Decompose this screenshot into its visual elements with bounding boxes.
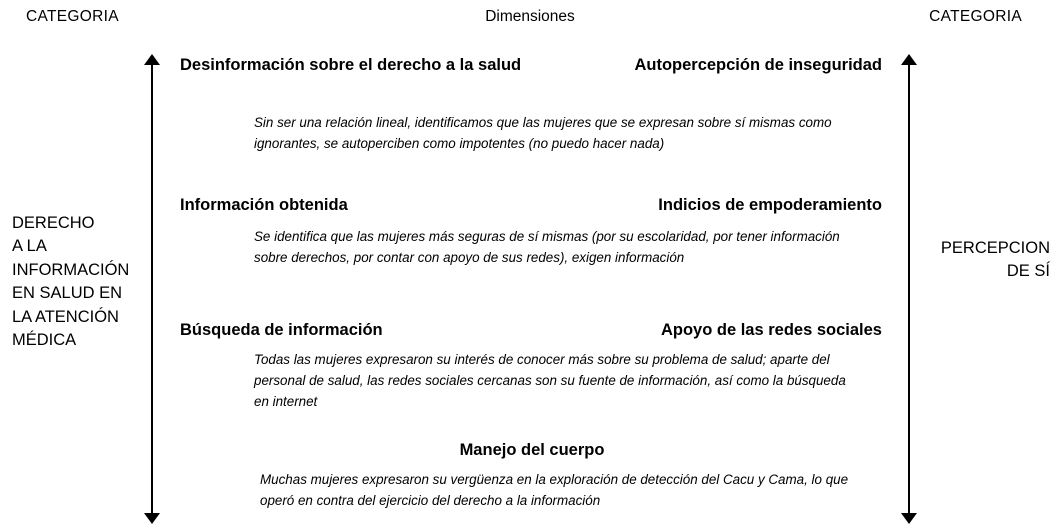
dimension-note: Todas las mujeres expresaron su interés de conocer más sobre su problema de salud; aparte del personal de salud, las redes sociales cercanas son su fuente de información, así como la búsqueda en internet	[254, 352, 846, 410]
right-vertical-double-arrow	[901, 54, 917, 524]
dimension-row-labels	[172, 196, 892, 222]
left-category-line: LA ATENCIÓN	[12, 307, 119, 326]
header-dimensions-label: Dimensiones	[485, 8, 575, 25]
dimension-row-labels	[172, 321, 892, 347]
dimension-center-label: Manejo del cuerpo	[459, 441, 605, 459]
dimension-right-label: Apoyo de las redes sociales	[660, 321, 882, 339]
header-left-category-label: CATEGORIA	[26, 8, 119, 25]
dimension-left-label: Desinformación sobre el derecho a la salud	[180, 56, 522, 74]
left-category-text	[12, 212, 152, 353]
dimension-right-label: Autopercepción de inseguridad	[634, 56, 882, 74]
dimension-row	[172, 196, 892, 266]
arrow-shaft	[908, 62, 910, 516]
arrow-head-down-icon	[144, 513, 160, 524]
dimension-row-labels	[172, 441, 892, 467]
dimension-note: Se identifica que las mujeres más seguras de sí mismas (por su escolaridad, por tener información sobre derechos, por contar con apoyo de sus redes), exigen información	[254, 229, 840, 266]
left-category-line: MÉDICA	[12, 331, 77, 350]
header-right-category-label: CATEGORIA	[929, 8, 1022, 25]
dimension-row	[172, 441, 892, 509]
dimension-row	[172, 321, 892, 410]
arrow-head-down-icon	[901, 513, 917, 524]
left-category-line: DERECHO	[12, 214, 95, 232]
left-category-line: A LA	[12, 237, 47, 256]
right-category-line: DE SÍ	[1006, 262, 1050, 281]
left-category-line: INFORMACIÓN	[12, 260, 130, 279]
dimension-note: Muchas mujeres expresaron su vergüenza en la exploración de detección del Cacu y Cama, lo que operó en contra del ejercicio del derecho a la información	[260, 472, 849, 509]
dimension-right-label: Indicios de empoderamiento	[658, 196, 882, 214]
right-category-line: PERCEPCION	[940, 239, 1050, 257]
left-category-line: EN SALUD EN	[12, 284, 123, 303]
dimension-row-labels	[172, 56, 892, 82]
dimension-left-label: Búsqueda de información	[180, 321, 383, 339]
dimension-row	[172, 56, 892, 152]
right-category-text	[910, 237, 1050, 284]
dimension-left-label: Información obtenida	[180, 196, 348, 214]
dimension-note: Sin ser una relación lineal, identificamos que las mujeres que se expresan sobre sí mismas como ignorantes, se autoperciben como impotentes (no puedo hacer nada)	[254, 115, 832, 152]
